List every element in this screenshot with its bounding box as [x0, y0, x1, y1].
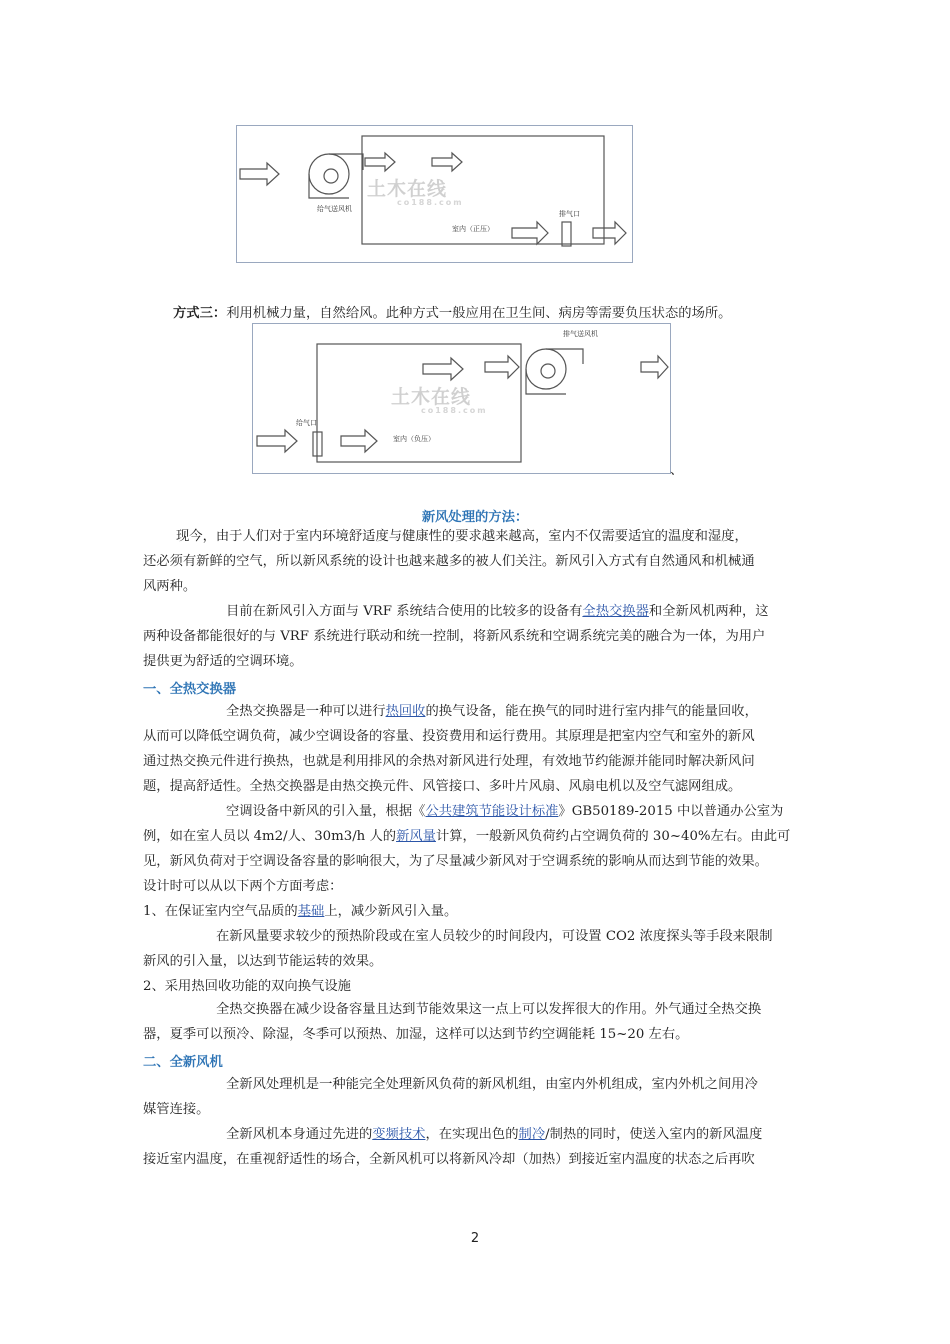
link-fresh-air-volume[interactable]: 新风量 [396, 829, 436, 844]
room-label: 室内（负压） [393, 435, 435, 443]
link-inverter-technology[interactable]: 变频技术 [372, 1127, 426, 1142]
p1-line1: 现今，由于人们对于室内环境舒适度与健康性的要求越来越高，室内不仅需要适宜的温度和湿度， [176, 529, 748, 544]
figure2-trailing-mark: 、 [670, 463, 684, 478]
item2-desc-line2: 器，夏季可以预冷、除湿，冬季可以预热、加湿，这样可以达到节约空调能耗 15~20 左右。 [143, 1027, 689, 1042]
item1-desc-line2: 新风的引入量，以达到节能运转的效果。 [143, 954, 383, 969]
p3-line4: 题，提高舒适性。全热交换器是由热交换元件、风管接口、多叶片风扇、风扇电机以及空气滤网组成。 [143, 779, 742, 794]
exhaust-label: 排气口 [559, 210, 580, 218]
inlet-label: 给气口 [296, 419, 317, 427]
p2-line2: 两种设备都能很好的与 VRF 系统进行联动和统一控制，将新风系统和空调系统完美的融合为一体，为用户 [143, 629, 766, 644]
item2-desc-line1: 全热交换器在减少设备容量且达到节能效果这一点上可以发挥很大的作用。外气通过全热交换 [216, 1002, 762, 1017]
p5-line1: 全新风处理机是一种能完全处理新风负荷的新风机组，由室内外机组成，室内外机之间用冷 [226, 1077, 758, 1092]
p2-line3: 提供更为舒适的空调环境。 [143, 654, 303, 669]
method3-title: 方式三： [173, 306, 227, 321]
p4-line3: 见，新风负荷对于空调设备容量的影响很大，为了尽量减少新风对于空调系统的影响从而达到节能的效果。 [143, 854, 768, 869]
link-enthalpy-exchanger[interactable]: 全热交换器 [582, 604, 649, 619]
link-foundation[interactable]: 基础 [297, 904, 325, 919]
p1-line2: 还必须有新鲜的空气，所以新风系统的设计也越来越多的被人们关注。新风引入方式有自然通风和机械通 [143, 554, 755, 569]
watermark: 土木在线 co188.com [391, 386, 488, 415]
item1-title: 1、在保证室内空气品质的基础上，减少新风引入量。 [143, 904, 458, 919]
fan-label: 排气送风机 [563, 330, 598, 338]
item2-title: 2、采用热回收功能的双向换气设施 [143, 979, 351, 994]
section-title: 新风处理的方法： [421, 510, 529, 525]
p6-line1: 全新风机本身通过先进的变频技术，在实现出色的制冷/制热的同时，使送入室内的新风温度 [226, 1127, 763, 1142]
room-label: 室内（正压） [452, 225, 494, 233]
page-number: 2 [470, 1231, 480, 1246]
p3-line3: 通过热交换元件进行换热，也就是利用排风的余热对新风进行处理，有效地节约能源并能同时解决新风问 [143, 754, 755, 769]
method3-caption [173, 302, 731, 321]
heading-fresh-air-unit: 二、全新风机 [143, 1055, 223, 1070]
link-heat-recovery[interactable]: 热回收 [385, 704, 426, 719]
p4-line1: 空调设备中新风的引入量，根据《公共建筑节能设计标准》GB50189-2015 中以普通办公室为 [226, 804, 784, 819]
fan-label: 给气送风机 [317, 205, 352, 213]
figure-negative-pressure-diagram [252, 323, 671, 474]
link-cooling[interactable]: 制冷 [518, 1127, 546, 1142]
p3-line2: 从而可以降低空调负荷，减少空调设备的容量、投资费用和运行费用。其原理是把室内空气和室外的新风 [143, 729, 755, 744]
p6-line2: 接近室内温度，在重视舒适性的场合，全新风机可以将新风冷却（加热）到接近室内温度的状态之后再吹 [143, 1152, 755, 1167]
watermark: 土木在线 co188.com [367, 178, 464, 207]
link-building-energy-standard[interactable]: 公共建筑节能设计标准 [425, 804, 559, 819]
method3-text: 利用机械力量，自然给风。此种方式一般应用在卫生间、病房等需要负压状态的场所。 [226, 306, 732, 321]
p3-line1: 全热交换器是一种可以进行热回收的换气设备，能在换气的同时进行室内排气的能量回收， [226, 704, 758, 719]
item1-desc-line1: 在新风量要求较少的预热阶段或在室人员较少的时间段内，可设置 CO2 浓度探头等手段来限制 [216, 929, 773, 944]
heading-enthalpy-exchanger: 一、全热交换器 [143, 682, 237, 697]
p5-line2: 媒管连接。 [143, 1102, 210, 1117]
figure-positive-pressure-diagram [236, 125, 633, 263]
p4-line2: 例，如在室人员以 4m2/人、30m3/h 人的新风量计算，一般新风负荷约占空调负荷的 30~40%左右。由此可 [143, 829, 791, 844]
p4-line4: 设计时可以从以下两个方面考虑： [143, 879, 343, 894]
p1-line3: 风两种。 [143, 579, 197, 594]
p2-line1: 目前在新风引入方面与 VRF 系统结合使用的比较多的设备有全热交换器和全新风机两种，这 [226, 604, 769, 619]
